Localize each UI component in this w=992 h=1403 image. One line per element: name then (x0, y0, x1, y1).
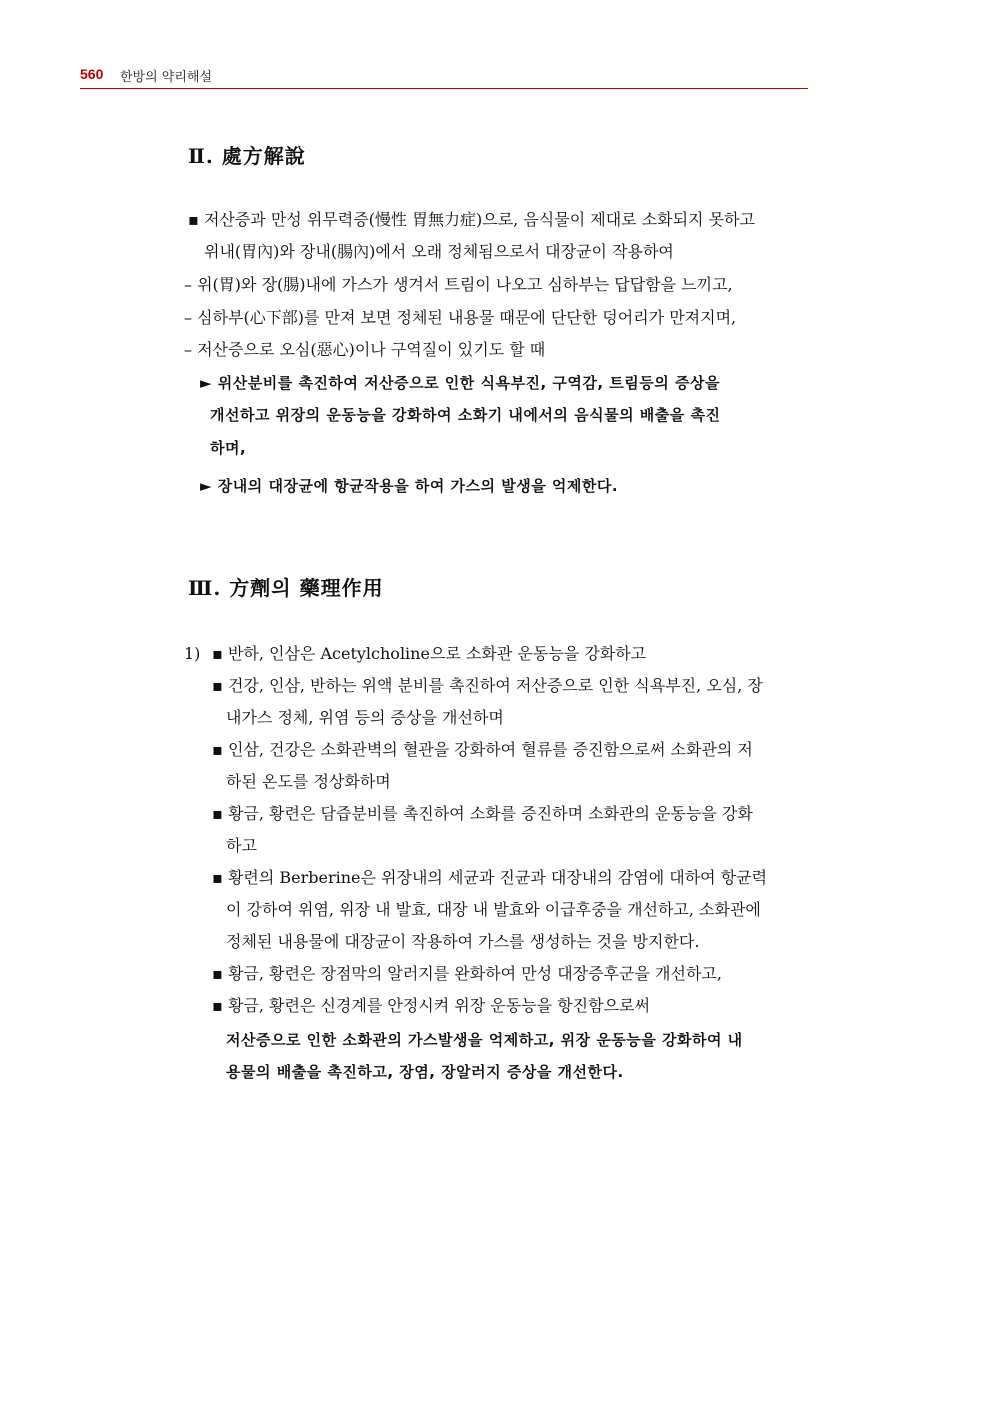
dash-marker: – (184, 340, 192, 359)
running-title: 한방의 약리해설 (120, 70, 213, 85)
section-heading-3: Ⅲ. 方劑의 藥理作用 (188, 576, 384, 600)
dash-marker: – (184, 275, 192, 294)
line-text: 위(胃)와 장(腸)내에 가스가 생겨서 트림이 나오고 심하부는 답답함을 느끼고, (197, 275, 733, 294)
bullet-marker: ▪ (212, 676, 223, 695)
header-rule (80, 88, 808, 89)
running-header (80, 66, 808, 88)
conclusion-line: 저산증으로 인한 소화관의 가스발생을 억제하고, 위장 운동능을 강화하여 내 (226, 1031, 743, 1049)
page-number: 560 (80, 66, 104, 82)
list-item (184, 275, 733, 295)
list-item (212, 740, 753, 760)
line-text: 반하, 인삼은 Acetylcholine으로 소화관 운동능을 강화하고 (227, 644, 647, 663)
line-text: 저산증과 만성 위무력증(慢性 胃無力症)으로, 음식물이 제대로 소화되지 못하고 (203, 210, 755, 229)
list-item (212, 644, 646, 664)
list-item (212, 868, 767, 888)
list-item (212, 676, 763, 696)
continuation-line: 위내(胃內)와 장내(腸內)에서 오래 정체됨으로서 대장균이 작용하여 (204, 242, 674, 261)
line-text: 저산증으로 오심(惡心)이나 구역질이 있기도 할 때 (197, 340, 546, 359)
continuation-line: 개선하고 위장의 운동능을 강화하여 소화기 내에서의 음식물의 배출을 촉진 (210, 406, 721, 424)
bullet-marker: ▪ (188, 210, 199, 229)
arrow-marker: ► (200, 477, 213, 495)
line-text: 황금, 황련은 담즙분비를 촉진하여 소화를 증진하며 소화관의 운동능을 강화 (227, 804, 753, 823)
line-text: 장내의 대장균에 항균작용을 하여 가스의 발생을 억제한다. (217, 477, 619, 495)
arrow-item (200, 476, 618, 496)
arrow-item (200, 373, 720, 393)
line-text: 심하부(心下部)를 만져 보면 정체된 내용물 때문에 단단한 덩어리가 만져지며, (197, 308, 737, 327)
bullet-marker: ▪ (212, 644, 223, 663)
bullet-marker: ▪ (212, 964, 223, 983)
continuation-line: 하된 온도를 정상화하며 (226, 772, 391, 791)
list-item (188, 210, 755, 230)
conclusion-line: 용물의 배출을 촉진하고, 장염, 장알러지 증상을 개선한다. (226, 1063, 624, 1081)
item-number: 1) (184, 644, 201, 663)
bullet-marker: ▪ (212, 868, 223, 887)
line-text: 건강, 인삼, 반하는 위액 분비를 촉진하여 저산증으로 인한 식욕부진, 오심, 장 (227, 676, 763, 695)
line-text: 인삼, 건강은 소화관벽의 혈관을 강화하여 혈류를 증진함으로써 소화관의 저 (227, 740, 753, 759)
bullet-marker: ▪ (212, 804, 223, 823)
line-text: 황금, 황련은 장점막의 알러지를 완화하여 만성 대장증후군을 개선하고, (227, 964, 722, 983)
dash-marker: – (184, 308, 192, 327)
line-text: 위산분비를 촉진하여 저산증으로 인한 식욕부진, 구역감, 트림등의 증상을 (217, 374, 720, 392)
continuation-line: 이 강하여 위염, 위장 내 발효, 대장 내 발효와 이급후중을 개선하고, 소화관에 (226, 900, 761, 919)
bullet-marker: ▪ (212, 740, 223, 759)
continuation-line: 하며, (210, 439, 247, 457)
list-item (212, 964, 722, 984)
continuation-line: 내가스 정체, 위염 등의 증상을 개선하며 (226, 708, 504, 727)
section-heading-2: Ⅱ. 處方解說 (188, 144, 306, 168)
continuation-line: 정체된 내용물에 대장균이 작용하여 가스를 생성하는 것을 방지한다. (226, 932, 700, 951)
list-item (184, 308, 736, 328)
line-text: 황련의 Berberine은 위장내의 세균과 진균과 대장내의 감염에 대하여 항균력 (227, 868, 768, 887)
list-item (212, 804, 753, 824)
list-item (184, 340, 545, 360)
arrow-marker: ► (200, 374, 213, 392)
list-item (212, 996, 650, 1016)
line-text: 황금, 황련은 신경계를 안정시켜 위장 운동능을 항진함으로써 (227, 996, 650, 1015)
bullet-marker: ▪ (212, 996, 223, 1015)
continuation-line: 하고 (226, 836, 257, 855)
